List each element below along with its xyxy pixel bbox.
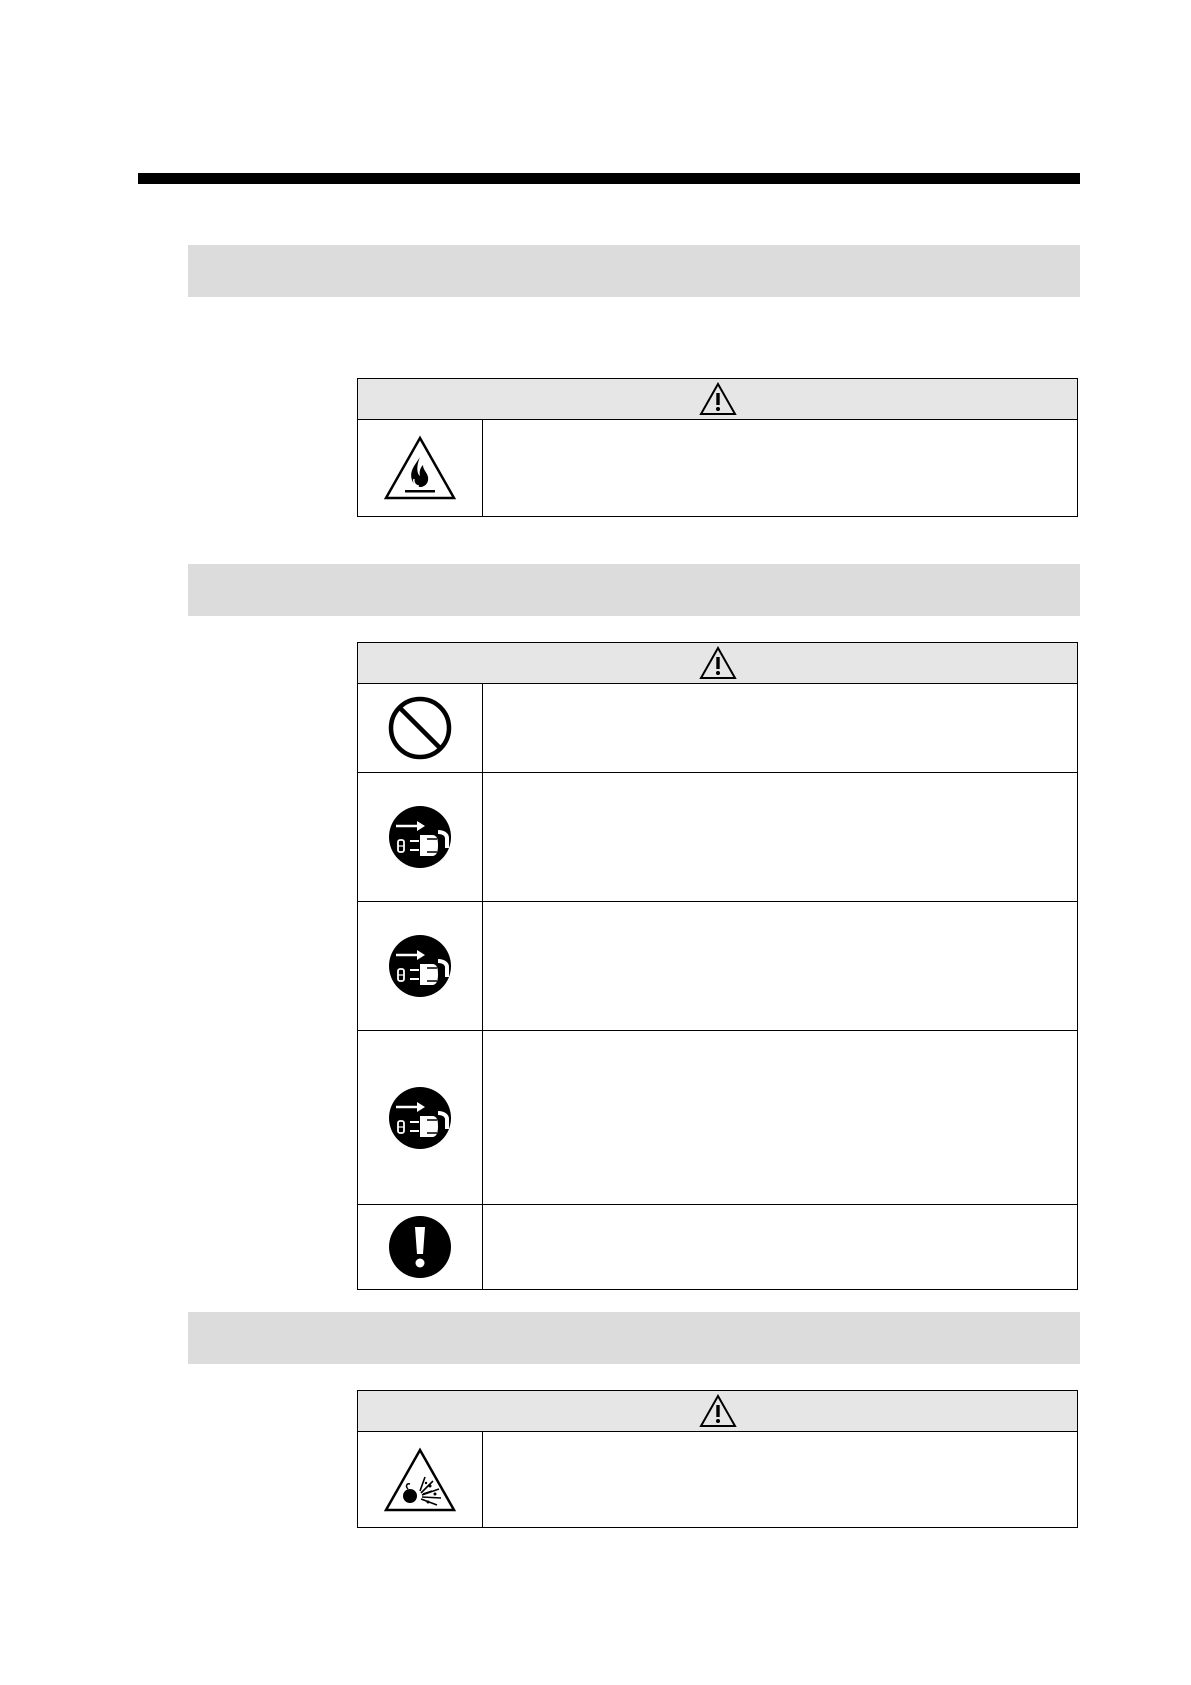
- warning-text: [483, 420, 1077, 516]
- prohibition-icon: [387, 695, 453, 761]
- unplug-power-icon: [387, 1085, 453, 1151]
- warning-row: [358, 1204, 1077, 1289]
- mandatory-action-icon: [387, 1214, 453, 1280]
- unplug-power-icon: [387, 804, 453, 870]
- warning-header: [358, 379, 1077, 420]
- warning-text: [483, 902, 1077, 1030]
- warning-row: [358, 420, 1077, 516]
- explosion-hazard-icon: [383, 1447, 457, 1513]
- icon-cell: [358, 1432, 483, 1527]
- icon-cell: [358, 1205, 483, 1289]
- warning-table-2: [357, 642, 1078, 1290]
- warning-text: [483, 1205, 1077, 1289]
- caution-triangle-icon: [699, 382, 737, 416]
- icon-cell: [358, 684, 483, 772]
- section-heading-2: [188, 564, 1080, 616]
- top-rule: [138, 173, 1080, 184]
- caution-triangle-icon: [699, 646, 737, 680]
- icon-cell: [358, 902, 483, 1030]
- warning-header: [358, 1391, 1077, 1432]
- section-heading-3: [188, 1312, 1080, 1364]
- warning-table-3: [357, 1390, 1078, 1528]
- warning-text: [483, 684, 1077, 772]
- warning-text: [483, 1031, 1077, 1204]
- warning-header: [358, 643, 1077, 684]
- icon-cell: [358, 1031, 483, 1204]
- warning-row: [358, 684, 1077, 772]
- warning-row: [358, 1432, 1077, 1527]
- unplug-power-icon: [387, 933, 453, 999]
- icon-cell: [358, 420, 483, 516]
- icon-cell: [358, 773, 483, 901]
- warning-table-1: [357, 378, 1078, 517]
- caution-triangle-icon: [699, 1394, 737, 1428]
- flammable-hazard-icon: [383, 435, 457, 501]
- warning-row: [358, 1030, 1077, 1204]
- warning-text: [483, 773, 1077, 901]
- warning-text: [483, 1432, 1077, 1527]
- section-heading-1: [188, 245, 1080, 297]
- warning-row: [358, 772, 1077, 901]
- warning-row: [358, 901, 1077, 1030]
